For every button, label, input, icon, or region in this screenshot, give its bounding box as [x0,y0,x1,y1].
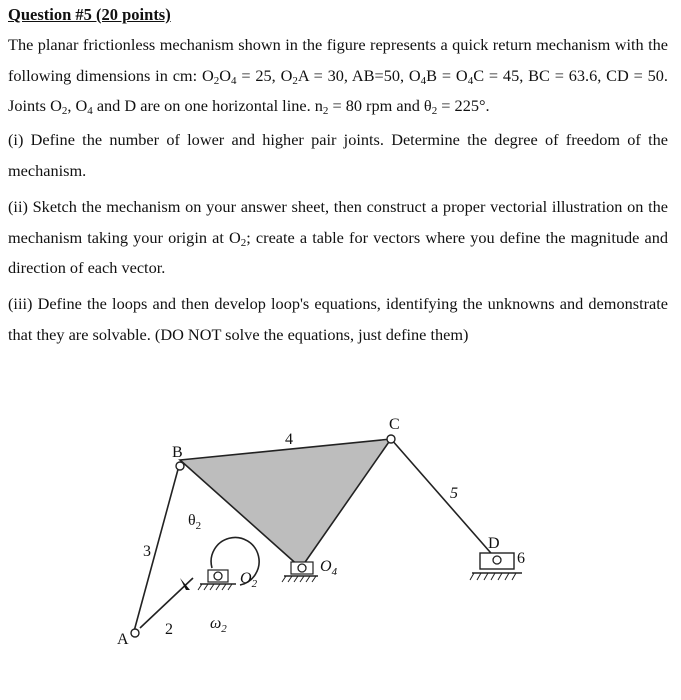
joint-c [387,435,395,443]
label-o2: $O_2$ [240,570,258,590]
label-o4: $O_4$ [320,558,338,578]
mechanism-figure [100,400,560,660]
problem-statement: The planar frictionless mechanism shown in the figure represents a quick return mechanism with the following dimensions in cm: $O_2O_4 = 25$, $O_2A = 30$, AB=50, $O_4B = O_4C = 45$, BC = 63.6, CD = 50. Joints $O_2$, $O_4$ and D are on one horizontal line. $n_2 = 80$ rpm and $\theta_2 = 225^\circ$. [8,35,669,117]
label-link-5: 5 [450,485,458,502]
link-4-triangle [180,439,391,568]
joint-a [131,629,139,637]
label-a: A [117,631,129,648]
part-ii-text: (ii) Sketch the mechanism on your answer sheet, then construct a proper vectorial illustration on the mechanism taking your origin at $O_2$; create a table for vectors where you define the magnitude and direction of each vector. [8,197,668,277]
label-c: C [389,416,400,433]
label-d: D [488,535,500,552]
joint-b [176,462,184,470]
label-link-2: 2 [165,621,173,638]
label-theta-2: $\theta_2$ [188,512,202,532]
part-iii-text: (iii) Define the loops and then develop loop's equations, identifying the unknowns and demonstrate that they are solvable. (DO NOT solve the equations, just define them) [8,294,668,344]
link-5-rod [391,439,497,560]
label-link-6: 6 [517,550,525,567]
label-omega-2: $\omega_2$ [210,615,227,635]
label-link-4: 4 [285,431,293,448]
question-title: Question #5 (20 points) [8,5,171,24]
slider-d [470,553,522,580]
part-i-text: (i) Define the number of lower and higher pair joints. Determine the degree of freedom of the mechanism. [8,130,668,180]
label-b: B [172,444,183,461]
link-3-rod [133,462,180,635]
label-link-3: 3 [143,543,151,560]
ground-pivot-o4 [282,562,318,582]
